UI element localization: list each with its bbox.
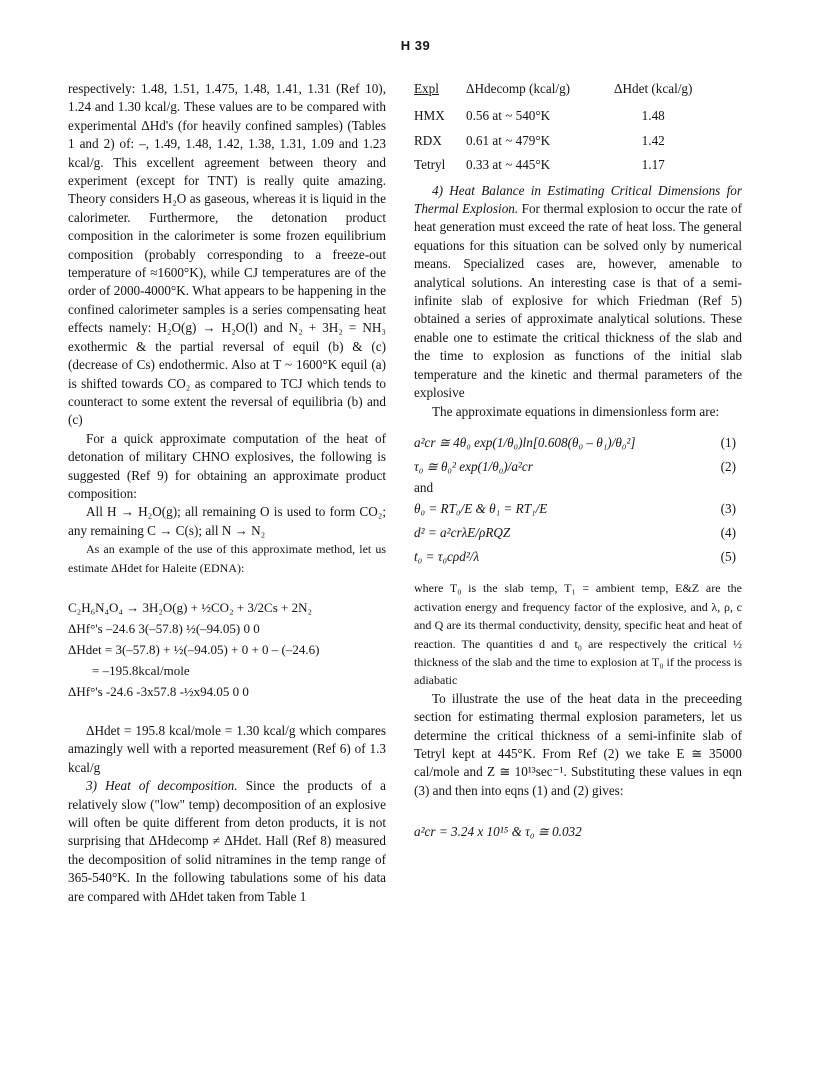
delta-h-det-result: = –195.8kcal/mole: [92, 662, 190, 678]
equation-expr: a²cr ≅ 4θ₀ exp(1/θ₀)ln[0.608(θ₀ – θ₁)/θ₀²]: [414, 434, 636, 450]
decomposition-paragraph: [68, 777, 386, 906]
equation-number: (4): [720, 525, 736, 541]
equation-expr: d² = a²crλE/ρRQZ: [414, 525, 511, 541]
heat-of-formation-row: ΔHf°'s –24.6 3(–57.8) ½(–94.05) 0 0: [68, 620, 260, 636]
decomposition-text: Since the products of a relatively slow ("low" temp) decomposition of an explosive will often be quite different from deton products, it is not surprising that ΔHdecomp ≠ ΔHdet. Hall (Ref 8) measured the decomposition of solid nitramines in the temp range of 365-540°K. In the following tabulations some of his data are compared with ΔHdet taken from Table 1: [68, 778, 386, 904]
equation-4: [414, 521, 742, 545]
decomposition-heading: 3) Heat of decomposition.: [86, 778, 238, 794]
equation-number: (3): [720, 501, 736, 517]
illustrate-paragraph: To illustrate the use of the heat data in the preceeding section for estimating thermal explosion parameters, let us determine the critical thickness of a semi-infinite slab of Tetryl kept at 445°K. From Ref (2) we take E ≅ 35000 cal/mole and Z ≅ 10¹³sec⁻¹. Substituting these values in eqn (3) and then into eqns (1) and (2) gives:: [414, 690, 742, 798]
table-row: [414, 153, 692, 177]
table-header-det: ΔHdet (kcal/g): [614, 81, 693, 96]
equation-3: [414, 497, 742, 521]
heat-balance-heading: 4) Heat Balance in Estimating Critical Dimensions for Thermal Explosion.: [414, 182, 742, 217]
right-column: [414, 80, 742, 844]
left-column: [68, 80, 386, 906]
where-paragraph: where T₀ is the slab temp, T₁ = ambient temp, E&Z are the activation energy and frequency factor of the explosive, and λ, ρ, c and Q are its thermal conductivity, density, specific heat and heat of reaction. The quantities d and t₀ are respectively the critical ½ thickness of the slab and the time to explosion at T₀ if the process is adiabatic: [414, 581, 742, 688]
table-cell: RDX: [414, 132, 442, 148]
equation-2: [414, 455, 742, 479]
equation-5: [414, 545, 742, 569]
example-paragraph: As an example of the use of this approximate method, let us estimate ΔHdet for Haleite (EDNA):: [68, 542, 386, 575]
equation-number: (2): [720, 458, 736, 474]
product-rule-paragraph: All H → H₂O(g); all remaining O is used to form CO₂; any remaining C → C(s); all N → N₂: [68, 504, 386, 538]
table-row: [414, 104, 692, 128]
table-cell: 1.42: [641, 132, 665, 148]
table-cell: 1.48: [641, 108, 665, 124]
table-cell: 0.56 at ~ 540°K: [466, 108, 551, 124]
table-header-decomp: ΔHdecomp (kcal/g): [466, 81, 571, 96]
heat-balance-text: For thermal explosion to occur the rate of heat generation must exceed the rate of heat loss. The general equations for this situation can be solved only by numerical means. Specialized cases are, however, amenable to analytical solutions. An interesting case is that of a semi-infinite slab of explosive for which Friedman (Ref 5) obtained a series of approximate analytical solutions. These enable one to estimate the critical thickness of the slab and the time to explosion as functions of the initial slab temperature and the kinetic and thermal parameters of the explosive: [414, 201, 742, 401]
equation-1: [414, 431, 742, 455]
table-cell: 1.17: [641, 157, 665, 173]
table-cell: 0.61 at ~ 479°K: [466, 132, 551, 148]
result-paragraph: ΔHdet = 195.8 kcal/mole = 1.30 kcal/g which compares amazingly well with a reported measurement (Ref 6) of 1.3 kcal/g: [68, 722, 386, 775]
reaction-equation: C₂H₆N₄O₄ → 3H₂O(g) + ½CO₂ + 3/2Cs + 2N₂: [68, 599, 313, 615]
quick-computation-paragraph: For a quick approximate computation of the heat of detonation of military CHNO explosives, the following is suggested (Ref 9) for obtaining an approximate product composition:: [68, 430, 386, 501]
heat-of-formation-row-alt: ΔHf°'s -24.6 -3x57.8 -½x94.05 0 0: [68, 683, 249, 699]
intro-paragraph: respectively: 1.48, 1.51, 1.475, 1.48, 1.41, 1.31 (Ref 10), 1.24 and 1.30 kcal/g. These values are to be compared with experimental ΔHd's (for heavily confined samples) (Tables 1 and 2) of: –, 1.49, 1.48, 1.42, 1.38, 1.31, 1.09 and 1.23 kcal/g. This excellent agreement between theory and experiment (except for TNT) is really quite amazing. Theory considers H₂O as gaseous, whereas it is liquid in the calorimeter. Furthermore, the detonation product composition in the calorimeter is some frozen equilibrium composition (probably corresponding to a freeze-out temperature of ≈1600°K), while CJ temperatures are of the order of 2000-4000°K. What appears to be happening in the confined calorimeter samples is a series compensating heat effects namely: H₂O(g) → H₂O(l) and N₂ + 3H₂ = NH₃ exothermic & the partial reversal of equil (b) & (c) (decrease of Cs) endothermic. Also at T ~ 1600°K equil (a) is shifted towards CO₂ as compared to TCJ which tends to counteract to some extent the reversal of equilibria (b) and (c): [68, 81, 386, 428]
table-cell: Tetryl: [414, 157, 446, 173]
table-header-row: [414, 80, 692, 104]
table-cell: 0.33 at ~ 445°K: [466, 157, 551, 173]
decomposition-table: [414, 80, 692, 178]
table-row: [414, 129, 692, 153]
final-result: a²cr = 3.24 x 10¹⁵ & τ₀ ≅ 0.032: [414, 824, 582, 840]
delta-h-det-calculation: ΔHdet = 3(–57.8) + ½(–94.05) + 0 + 0 – (–24.6): [68, 641, 320, 657]
table-cell: HMX: [414, 108, 445, 124]
table-header-expl: Expl: [414, 81, 439, 96]
equation-expr: t₀ = τ₀cρd²/λ: [414, 549, 480, 565]
heat-balance-paragraph: [414, 182, 742, 403]
equation-expr: τ₀ ≅ θ₀² exp(1/θ₀)/a²cr: [414, 458, 533, 474]
and-connector: and: [414, 479, 434, 495]
equation-number: (1): [720, 434, 736, 450]
page-number: H 39: [400, 38, 431, 53]
equation-expr: θ₀ = RT₀/E & θ₁ = RT₁/E: [414, 501, 548, 517]
equation-number: (5): [720, 549, 736, 565]
approx-equations-intro: The approximate equations in dimensionless form are:: [432, 403, 720, 419]
